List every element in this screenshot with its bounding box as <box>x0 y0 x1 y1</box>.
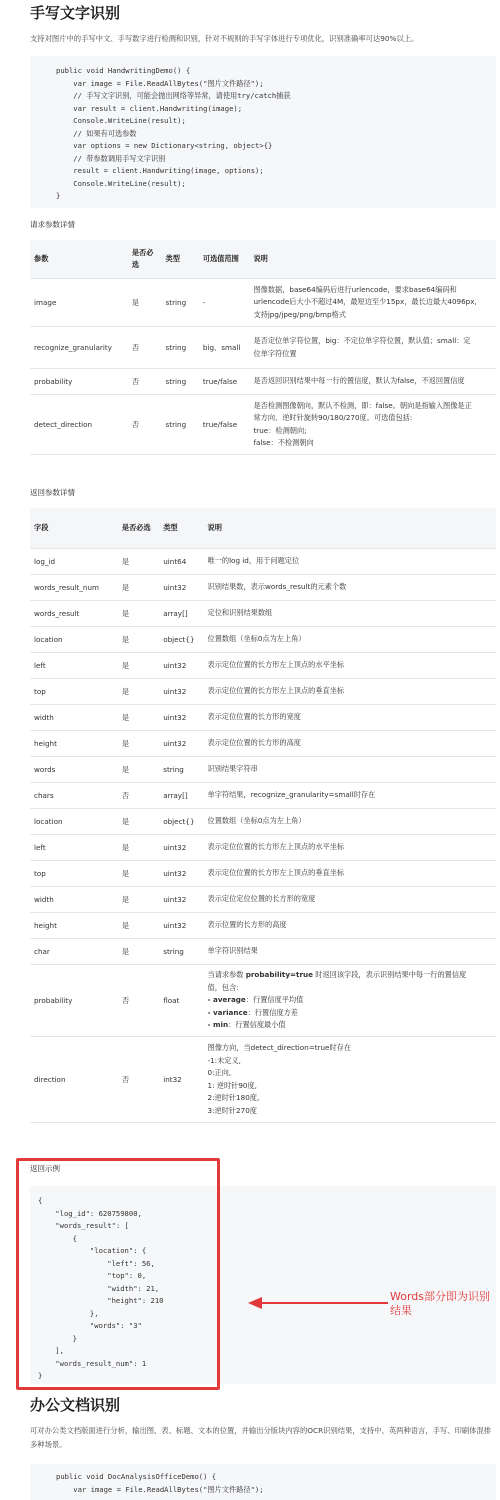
code-line: Console.WriteLine(result); <box>56 116 186 125</box>
code-line: var image = File.ReadAllBytes("图片文件路径"); <box>56 78 264 88</box>
field-type: int32 <box>159 1037 203 1123</box>
column-header: 参数 <box>30 240 128 279</box>
param-range: true/false <box>199 369 250 395</box>
code-line: "top": 0, <box>38 1271 147 1280</box>
table-row <box>30 809 496 835</box>
field-name: top <box>30 679 118 705</box>
table-row <box>30 575 496 601</box>
param-type: string <box>162 327 199 369</box>
column-header: 是否必选 <box>128 240 162 279</box>
table-row <box>30 327 496 369</box>
param-required: 否 <box>128 327 162 369</box>
field-type: string <box>159 939 203 965</box>
column-header: 字段 <box>30 508 118 549</box>
param-name: recognize_granularity <box>30 327 128 369</box>
field-description <box>204 861 497 887</box>
column-header: 说明 <box>204 508 497 549</box>
field-required: 是 <box>118 913 159 939</box>
field-required: 是 <box>118 705 159 731</box>
table-row <box>30 757 496 783</box>
field-type: uint32 <box>159 575 203 601</box>
field-type: object{} <box>159 809 203 835</box>
field-type: object{} <box>159 627 203 653</box>
field-name: probability <box>30 965 118 1037</box>
field-type: array[] <box>159 783 203 809</box>
desc-line: 是否检测图像朝向，默认不检测，即：false。朝向是指输入图像是正 <box>253 400 472 410</box>
code-line: ], <box>38 1346 64 1355</box>
param-required: 否 <box>128 369 162 395</box>
code-line: "words_result_num": 1 <box>38 1358 147 1368</box>
desc-line: true：检测朝向; <box>253 425 307 435</box>
field-description <box>204 835 497 861</box>
field-name: top <box>30 861 118 887</box>
param-type: string <box>162 369 199 395</box>
field-type: string <box>159 757 203 783</box>
table-row <box>30 705 496 731</box>
field-name: words <box>30 757 118 783</box>
request-params-heading: 请求参数详情 <box>30 220 75 229</box>
param-range: big、small <box>199 327 250 369</box>
desc-line: 2:逆时针180度, <box>207 1093 260 1102</box>
code-line: } <box>38 1371 43 1380</box>
field-description <box>204 965 497 1037</box>
field-required: 是 <box>118 757 159 783</box>
column-header: 可选值范围 <box>199 240 250 279</box>
code-line: "words": "3" <box>38 1321 142 1330</box>
field-required: 是 <box>118 861 159 887</box>
column-header: 类型 <box>159 508 203 549</box>
field-type: uint32 <box>159 861 203 887</box>
field-name: left <box>30 835 118 861</box>
field-description <box>204 783 497 809</box>
field-type: float <box>159 965 203 1037</box>
desc-line: 0:正向, <box>207 1068 232 1077</box>
code-line: }, <box>38 1308 99 1318</box>
field-required: 是 <box>118 939 159 965</box>
field-description <box>204 887 497 913</box>
desc-line: 位置数组（坐标0点为左上角） <box>207 634 306 644</box>
table-row <box>30 601 496 627</box>
code-line: } <box>38 1333 77 1343</box>
column-header: 是否必选 <box>118 508 159 549</box>
code-line: // 带参数调用手写文字识别 <box>56 153 166 163</box>
desc-line: 表示定位位置的长方形左上顶点的水平坐标 <box>207 660 345 670</box>
table-row <box>30 395 496 455</box>
param-range: true/false <box>199 395 250 455</box>
field-description <box>204 627 497 653</box>
desc-line: 表示定位位置的长方形左上顶点的垂直坐标 <box>207 686 345 696</box>
field-name: words_result <box>30 601 118 627</box>
desc-line: 值，包含: <box>207 982 239 992</box>
code-line: } <box>56 191 61 200</box>
response-params-heading: 返回参数详情 <box>30 488 75 497</box>
code-block-office-doc[interactable] <box>30 1464 496 1500</box>
desc-line: 表示位置的长方形的高度 <box>207 920 287 930</box>
desc-line: 是否定位单字符位置，big：不定位单字符位置，默认值；small：定 <box>253 336 471 345</box>
section-title-handwriting: 手写文字识别 <box>30 4 121 22</box>
desc-line: - variance：行置信度方差 <box>207 1007 298 1017</box>
field-type: uint32 <box>159 705 203 731</box>
table-row <box>30 939 496 965</box>
field-description <box>204 549 497 575</box>
field-description <box>204 809 497 835</box>
param-description <box>249 369 496 395</box>
section-description-handwriting: 支持对图片中的手写中文、手写数字进行检测和识别，针对不规则的手写字体进行专项优化，识别准确率可达90%以上。 <box>30 34 419 43</box>
section-title-office-doc: 办公文档识别 <box>30 1396 121 1414</box>
param-type: string <box>162 279 199 327</box>
field-type: uint32 <box>159 679 203 705</box>
field-type: uint32 <box>159 913 203 939</box>
code-line: "location": { <box>38 1246 147 1255</box>
field-name: height <box>30 731 118 757</box>
table-row <box>30 279 496 327</box>
field-type: uint64 <box>159 549 203 575</box>
desc-line: 表示定位位置的长方形左上顶点的垂直坐标 <box>207 868 345 878</box>
field-description <box>204 757 497 783</box>
field-name: left <box>30 653 118 679</box>
field-required: 是 <box>118 627 159 653</box>
param-name: probability <box>30 369 128 395</box>
field-name: char <box>30 939 118 965</box>
desc-line: 1: 逆时针90度, <box>207 1080 257 1090</box>
desc-line: 单字符结果，recognize_granularity=small时存在 <box>207 790 376 800</box>
field-name: location <box>30 809 118 835</box>
field-required: 是 <box>118 835 159 861</box>
code-line: result = client.Handwriting(image, options); <box>56 166 264 175</box>
table-row <box>30 679 496 705</box>
code-line: var image = File.ReadAllBytes("图片文件路径"); <box>56 1484 264 1494</box>
desc-line: 识别结果数，表示words_result的元素个数 <box>207 582 347 592</box>
desc-line: 支持jpg/jpeg/png/bmp格式 <box>253 309 346 319</box>
column-header: 类型 <box>162 240 199 279</box>
field-description <box>204 731 497 757</box>
example-heading: 返回示例 <box>30 1164 60 1173</box>
highlight-box <box>16 1158 220 1390</box>
response-params-table <box>30 508 496 1123</box>
param-description <box>249 327 496 369</box>
column-header: 说明 <box>249 240 496 279</box>
field-type: uint32 <box>159 887 203 913</box>
field-description <box>204 653 497 679</box>
field-required: 否 <box>118 965 159 1037</box>
field-type: uint32 <box>159 835 203 861</box>
code-line: "words_result": [ <box>38 1221 129 1230</box>
field-name: width <box>30 705 118 731</box>
desc-line: 常方向、逆时针旋转90/180/270度。可选值包括: <box>253 413 413 422</box>
desc-line: - average：行置信度平均值 <box>207 995 304 1005</box>
desc-line: false：不检测朝向 <box>253 438 314 447</box>
field-description <box>204 913 497 939</box>
code-line: public void DocAnalysisOfficeDemo() { <box>56 1472 217 1481</box>
field-required: 是 <box>118 653 159 679</box>
request-params-table <box>30 240 496 455</box>
code-line: var result = client.Handwriting(image); <box>56 103 243 113</box>
field-name: location <box>30 627 118 653</box>
desc-line: 定位和识别结果数组 <box>207 608 273 618</box>
code-line: "height": 210 <box>38 1296 164 1305</box>
arrow-icon <box>248 1296 390 1310</box>
desc-line: -1:未定义, <box>207 1055 241 1065</box>
table-row <box>30 1037 496 1123</box>
code-line: "left": 56, <box>38 1258 155 1268</box>
code-line: "log_id": 620759800, <box>38 1208 142 1218</box>
code-line: "width": 21, <box>38 1283 160 1293</box>
desc-line: 图像方向，当detect_direction=true时存在 <box>207 1043 352 1052</box>
field-name: words_result_num <box>30 575 118 601</box>
field-required: 是 <box>118 809 159 835</box>
table-row <box>30 731 496 757</box>
code-line: // 如果有可选参数 <box>56 128 137 138</box>
desc-line: 表示定位位置的长方形左上顶点的水平坐标 <box>207 842 345 852</box>
param-type: string <box>162 395 199 455</box>
field-description <box>204 575 497 601</box>
code-line: public void HandwritingDemo() { <box>56 66 191 75</box>
section-description-office-doc: 可对办公类文档版面进行分析，输出图、表、标题、文本的位置，并输出分版块内容的OCR识别结果，支持中、英两种语言，手写、印刷体混排多种场景。 <box>30 1426 492 1449</box>
desc-line: 表示定位定位位置的长方形的宽度 <box>207 894 316 904</box>
field-name: height <box>30 913 118 939</box>
desc-line: 表示定位位置的长方形的高度 <box>207 738 301 748</box>
field-name: log_id <box>30 549 118 575</box>
table-row <box>30 627 496 653</box>
param-name: image <box>30 279 128 327</box>
table-row <box>30 861 496 887</box>
param-description <box>249 395 496 455</box>
field-required: 是 <box>118 679 159 705</box>
field-required: 否 <box>118 1037 159 1123</box>
code-line: { <box>38 1196 43 1205</box>
field-description <box>204 601 497 627</box>
code-line: Console.WriteLine(result); <box>56 178 186 188</box>
param-required: 否 <box>128 395 162 455</box>
field-type: uint32 <box>159 731 203 757</box>
field-description <box>204 939 497 965</box>
field-description <box>204 679 497 705</box>
desc-line: - min：行置信度最小值 <box>207 1020 286 1030</box>
desc-line: 识别结果字符串 <box>207 764 258 774</box>
desc-line: 当请求参数 probability=true 时返回该字段，表示识别结果中每一行的置信度 <box>207 970 467 980</box>
field-required: 是 <box>118 601 159 627</box>
code-line: var options = new Dictionary<string, object>{} <box>56 141 273 150</box>
field-required: 是 <box>118 549 159 575</box>
desc-line: 唯一的log id，用于问题定位 <box>207 556 300 566</box>
field-required: 是 <box>118 731 159 757</box>
code-line: // 手写文字识别，可能会抛出网络等异常，请使用try/catch捕获 <box>56 91 291 100</box>
param-required: 是 <box>128 279 162 327</box>
field-required: 是 <box>118 887 159 913</box>
table-row <box>30 783 496 809</box>
table-row <box>30 965 496 1037</box>
field-name: width <box>30 887 118 913</box>
desc-line: 图像数据，base64编码后进行urlencode，要求base64编码和 <box>253 284 457 294</box>
desc-line: urlencode后大小不超过4M，最短边至少15px，最长边最大4096px, <box>253 297 477 307</box>
field-required: 是 <box>118 575 159 601</box>
field-type: array[] <box>159 601 203 627</box>
annotation-text: Words部分即为识别结果 <box>390 1290 491 1317</box>
table-row <box>30 653 496 679</box>
desc-line: 位置数组（坐标0点为左上角） <box>207 816 306 826</box>
field-name: chars <box>30 783 118 809</box>
desc-line: 单字符识别结果 <box>207 946 258 956</box>
table-row <box>30 835 496 861</box>
field-description <box>204 1037 497 1123</box>
field-type: uint32 <box>159 653 203 679</box>
param-range: - <box>199 279 250 327</box>
desc-line: 是否返回识别结果中每一行的置信度，默认为false，不返回置信度 <box>253 376 465 386</box>
param-description <box>249 279 496 327</box>
field-name: direction <box>30 1037 118 1123</box>
desc-line: 3:逆时针270度 <box>207 1105 257 1115</box>
code-block-handwriting[interactable] <box>30 56 496 208</box>
desc-line: 表示定位位置的长方形的宽度 <box>207 712 301 722</box>
desc-line: 位单字符位置 <box>253 348 297 358</box>
param-name: detect_direction <box>30 395 128 455</box>
table-row <box>30 887 496 913</box>
table-row <box>30 369 496 395</box>
field-required: 否 <box>118 783 159 809</box>
table-row <box>30 913 496 939</box>
code-line: { <box>38 1233 77 1243</box>
table-row <box>30 549 496 575</box>
field-description <box>204 705 497 731</box>
